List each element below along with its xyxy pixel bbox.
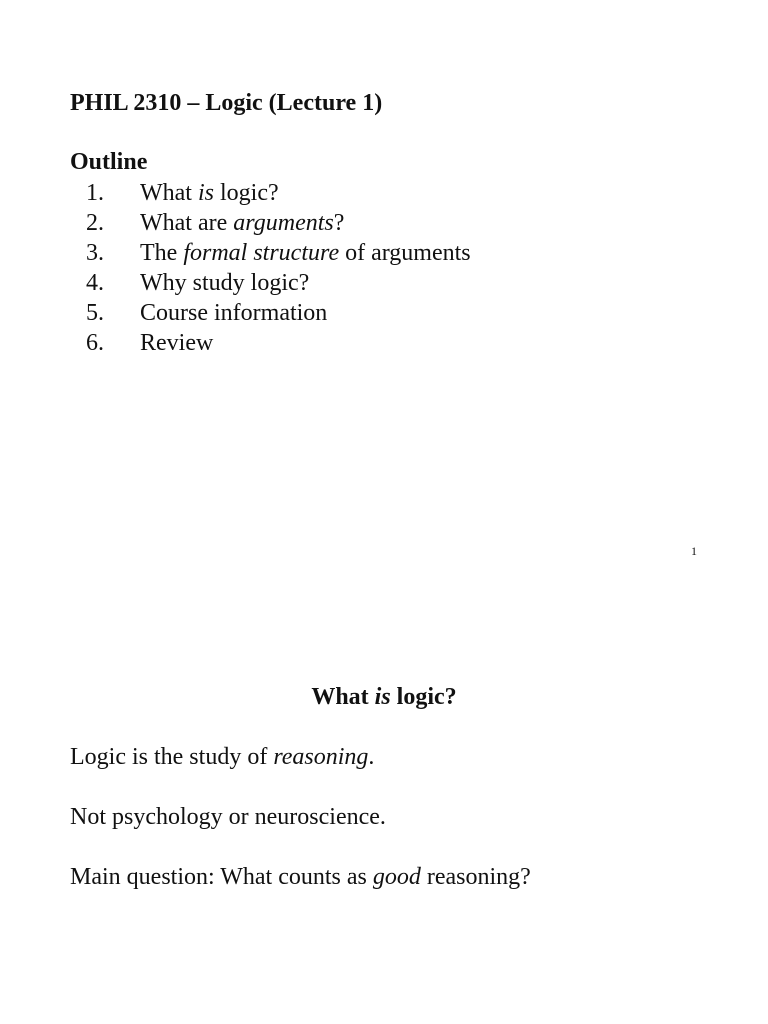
- outline-text-part: Review: [140, 330, 214, 356]
- outline-heading: Outline: [70, 149, 148, 175]
- outline-item-number: 6.: [86, 330, 104, 356]
- paragraph-text-part: Main question: What counts as: [70, 864, 373, 890]
- lecture-title: PHIL 2310 – Logic (Lecture 1): [70, 90, 383, 116]
- outline-text-part: logic?: [214, 180, 279, 206]
- outline-item-number: 1.: [86, 180, 104, 206]
- outline-item-text: [140, 178, 279, 208]
- paragraph-main-question: [70, 862, 531, 892]
- page-number: 1: [691, 544, 697, 558]
- outline-text-part: of arguments: [339, 240, 471, 266]
- section-title: [0, 682, 768, 712]
- outline-item-text: [140, 298, 327, 328]
- outline-text-part: Course information: [140, 300, 328, 326]
- section-title-part: logic?: [390, 684, 457, 710]
- paragraph-text-part: Logic is the study of: [70, 744, 274, 770]
- outline-item-text: [140, 328, 213, 358]
- outline-item-text: [140, 268, 309, 298]
- outline-text-emphasis: is: [197, 180, 214, 206]
- paragraph-text-emphasis: good: [372, 864, 421, 890]
- section-title-part: What: [311, 684, 375, 710]
- outline-text-emphasis: arguments: [233, 210, 334, 236]
- outline-item-number: 3.: [86, 240, 104, 266]
- outline-item-number: 5.: [86, 300, 104, 326]
- outline-item-text: [140, 238, 471, 268]
- outline-item-text: [140, 208, 344, 238]
- section-title-emphasis: is: [374, 684, 391, 710]
- outline-text-part: What are: [140, 210, 234, 236]
- outline-text-part: The: [140, 240, 184, 266]
- outline-text-part: What: [140, 180, 198, 206]
- outline-item-number: 4.: [86, 270, 104, 296]
- outline-text-part: ?: [333, 210, 345, 236]
- paragraph-definition: [70, 742, 374, 772]
- paragraph-not-psychology: [70, 802, 386, 832]
- paragraph-text-part: Not psychology or neuroscience.: [70, 804, 386, 830]
- outline-item-number: 2.: [86, 210, 104, 236]
- outline-text-part: Why study logic?: [140, 270, 310, 296]
- paragraph-text-emphasis: reasoning: [273, 744, 369, 770]
- paragraph-text-part: reasoning?: [420, 864, 531, 890]
- paragraph-text-part: .: [368, 744, 375, 770]
- outline-text-emphasis: formal structure: [183, 240, 340, 266]
